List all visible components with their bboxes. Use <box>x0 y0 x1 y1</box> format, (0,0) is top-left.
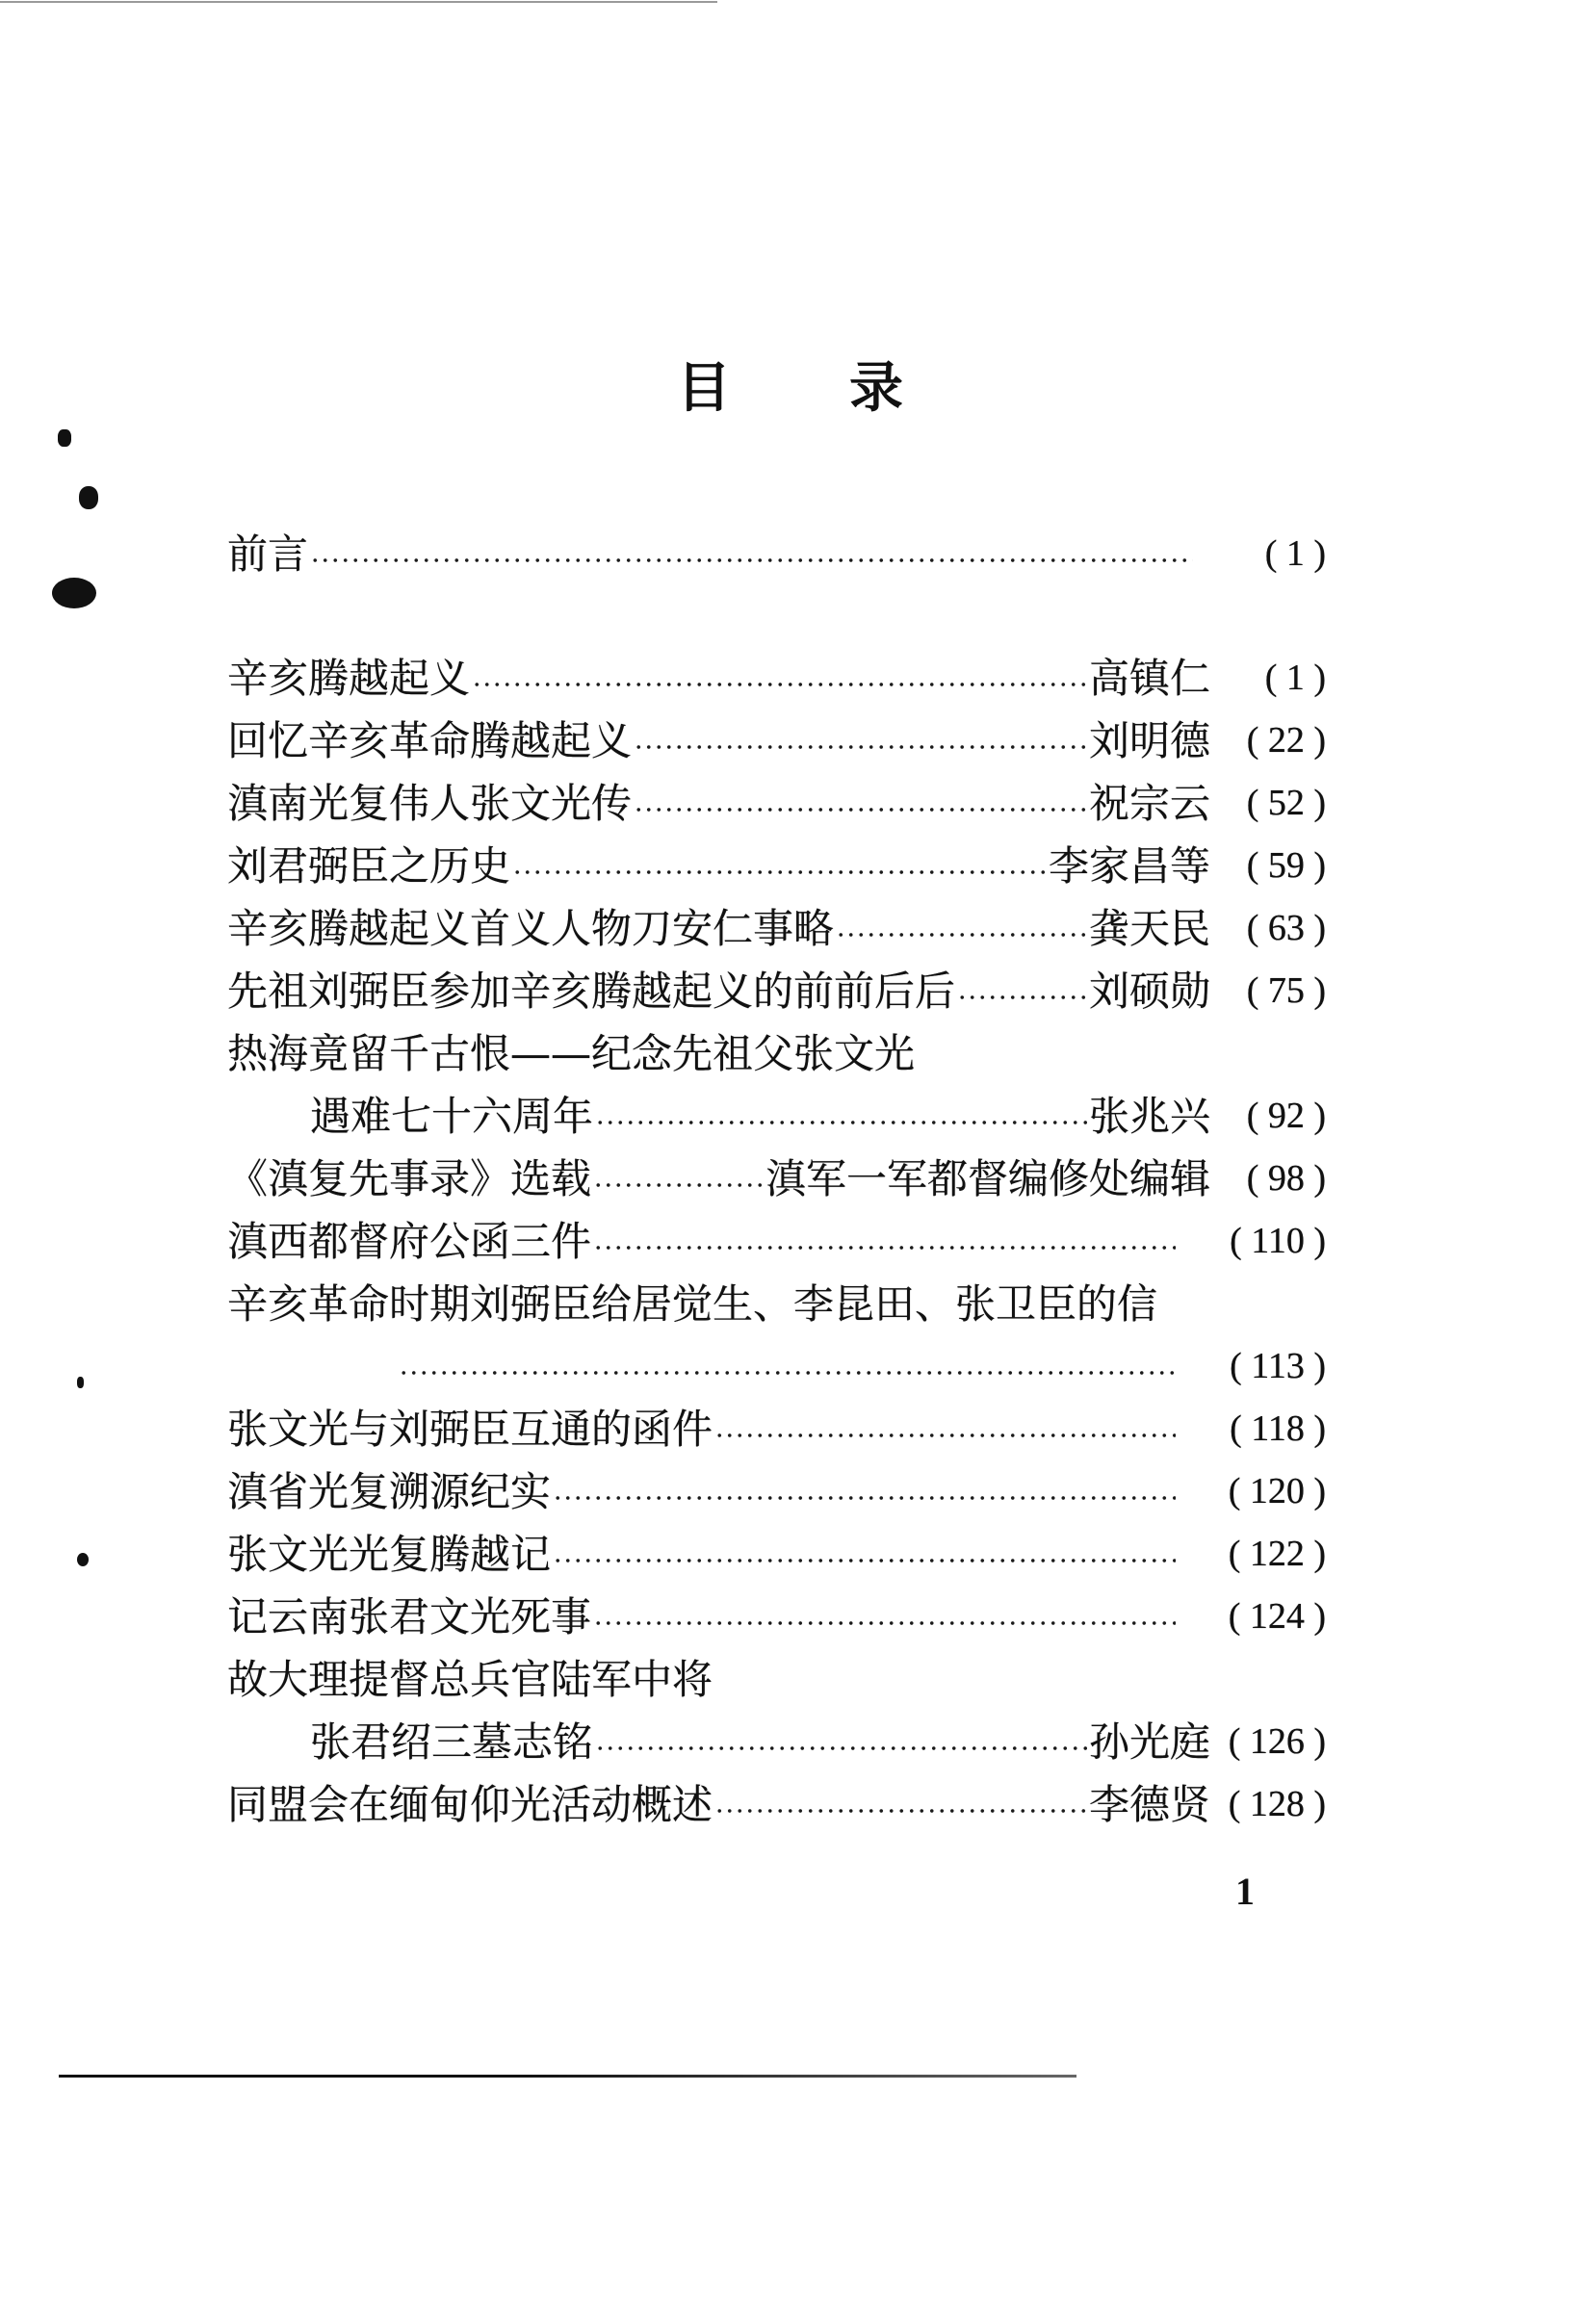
scan-mark <box>77 1553 89 1566</box>
table-of-contents <box>227 523 1326 1836</box>
dot-leader <box>472 647 1087 710</box>
toc-entry <box>227 1022 1326 1085</box>
entry-page: ( 120 ) <box>1228 1471 1326 1511</box>
entry-page: ( 113 ) <box>1230 1346 1326 1386</box>
entry-author: 祝宗云 <box>1088 780 1210 827</box>
dot-leader <box>593 1210 1176 1273</box>
scan-mark <box>52 578 96 608</box>
toc-entry <box>227 1460 1326 1523</box>
entry-page: ( 1 ) <box>1264 658 1326 698</box>
entry-author: 孙光庭 <box>1088 1718 1210 1766</box>
dot-leader <box>593 1148 764 1210</box>
entry-page: ( 126 ) <box>1228 1721 1326 1762</box>
toc-entry <box>227 772 1326 835</box>
toc-entry <box>227 897 1326 960</box>
entry-author: 刘明德 <box>1088 717 1210 764</box>
entry-title: 辛亥腾越起义 <box>227 655 471 702</box>
entry-page: ( 128 ) <box>1228 1784 1326 1824</box>
entry-author: 李家昌等 <box>1048 842 1210 890</box>
entry-title: 刘君弼臣之历史 <box>227 842 511 890</box>
entry-page: ( 118 ) <box>1230 1408 1326 1449</box>
page-number: 1 <box>1235 1870 1255 1913</box>
entry-author: 高镇仁 <box>1088 655 1210 702</box>
entry-title: 热海竟留千古恨——纪念先祖父张文光 <box>227 1030 916 1077</box>
entry-page: ( 122 ) <box>1228 1534 1326 1574</box>
entry-author: 滇军一军都督编修处编辑 <box>765 1155 1210 1202</box>
toc-entry <box>227 960 1326 1022</box>
dot-leader <box>634 772 1087 835</box>
page-title: 目录 <box>677 356 1022 420</box>
dot-leader <box>714 1773 1087 1836</box>
entry-title: 滇南光复伟人张文光传 <box>227 780 633 827</box>
entry-author: 张兆兴 <box>1088 1093 1210 1140</box>
entry-page: ( 52 ) <box>1246 783 1326 823</box>
entry-page: ( 110 ) <box>1230 1221 1326 1261</box>
dot-leader <box>957 960 1087 1022</box>
scan-mark <box>77 1377 84 1388</box>
entry-title: 滇西都督府公函三件 <box>227 1218 592 1265</box>
entry-title: 故大理提督总兵官陆军中将 <box>227 1656 713 1703</box>
entry-page: ( 124 ) <box>1228 1596 1326 1637</box>
toc-entry-continuation <box>227 1335 1326 1398</box>
dot-leader <box>634 710 1087 772</box>
scan-mark <box>58 429 71 447</box>
dot-leader <box>399 1335 1176 1398</box>
entry-title: 滇省光复溯源纪实 <box>227 1468 552 1515</box>
scan-mark <box>79 486 98 509</box>
entry-page: ( 1 ) <box>1264 533 1326 574</box>
toc-entry <box>227 647 1326 710</box>
toc-entry <box>227 835 1326 897</box>
entry-title: 先祖刘弼臣参加辛亥腾越起义的前前后后 <box>227 968 956 1015</box>
dot-leader <box>553 1523 1176 1586</box>
entry-page: ( 92 ) <box>1246 1096 1326 1136</box>
entry-title-continuation: 张君绍三墓志铭 <box>310 1718 594 1766</box>
toc-entry <box>227 1648 1326 1711</box>
toc-entry <box>227 710 1326 772</box>
toc-entry-continuation <box>227 1085 1326 1148</box>
entry-page: ( 59 ) <box>1246 845 1326 886</box>
entry-title: 张文光与刘弼臣互通的函件 <box>227 1406 713 1453</box>
entry-title: 辛亥革命时期刘弼臣给居觉生、李昆田、张卫臣的信 <box>227 1280 1158 1328</box>
toc-entry <box>227 1273 1326 1335</box>
toc-entry <box>227 1523 1326 1586</box>
toc-entry <box>227 1773 1326 1836</box>
entry-title-continuation: 遇难七十六周年 <box>310 1093 594 1140</box>
entry-page: ( 22 ) <box>1246 720 1326 761</box>
dot-leader <box>595 1085 1087 1148</box>
toc-entry <box>227 1148 1326 1210</box>
dot-leader <box>553 1460 1176 1523</box>
toc-entry <box>227 1586 1326 1648</box>
entry-title: 记云南张君文光死事 <box>227 1593 592 1640</box>
entry-author: 刘硕勋 <box>1088 968 1210 1015</box>
dot-leader <box>595 1711 1087 1773</box>
entry-page: ( 75 ) <box>1246 970 1326 1011</box>
entry-author: 龚天民 <box>1088 905 1210 952</box>
toc-entry <box>227 1398 1326 1460</box>
entry-page: ( 63 ) <box>1246 908 1326 948</box>
dot-leader <box>714 1398 1176 1460</box>
dot-leader <box>310 523 1193 585</box>
dot-leader <box>593 1586 1176 1648</box>
entry-author: 李德贤 <box>1088 1781 1210 1828</box>
entry-title: 前言 <box>227 530 309 578</box>
entry-title: 同盟会在缅甸仰光活动概述 <box>227 1781 713 1828</box>
entry-page: ( 98 ) <box>1246 1158 1326 1199</box>
entry-title: 回忆辛亥革命腾越起义 <box>227 717 633 764</box>
dot-leader <box>512 835 1047 897</box>
toc-entry-preface <box>227 523 1326 585</box>
scan-edge-line-bottom <box>59 2075 1076 2078</box>
entry-title: 张文光光复腾越记 <box>227 1531 552 1578</box>
dot-leader <box>836 897 1087 960</box>
entry-title: 《滇复先事录》选载 <box>227 1155 592 1202</box>
toc-entry-continuation <box>227 1711 1326 1773</box>
toc-entry <box>227 1210 1326 1273</box>
entry-title: 辛亥腾越起义首义人物刀安仁事略 <box>227 905 835 952</box>
scan-edge-line-top <box>0 1 717 3</box>
